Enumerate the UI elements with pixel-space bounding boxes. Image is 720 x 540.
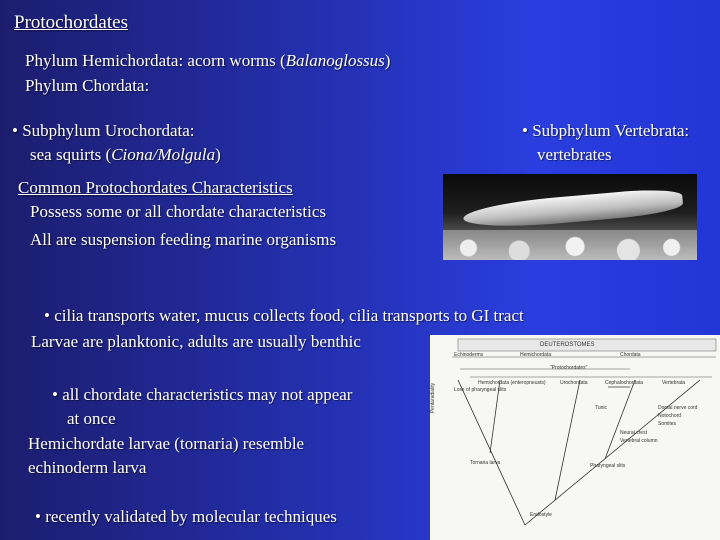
bullet-validated: • recently validated by molecular techniques bbox=[35, 507, 337, 526]
phylogenetic-tree-icon bbox=[430, 335, 720, 540]
tree-top-label-0: Echinoderms bbox=[454, 352, 484, 358]
lancelet-photo-icon bbox=[443, 174, 697, 260]
bullet-cilia: • cilia transports water, mucus collects food, cilia transports to GI tract bbox=[44, 306, 524, 325]
characteristics-line2: All are suspension feeding marine organisms bbox=[30, 230, 337, 249]
hemichordate-line1: Hemichordate larvae (tornaria) resemble bbox=[28, 434, 305, 453]
tree-left-vertical: Pentaradiality bbox=[430, 382, 437, 414]
phylum-hemichordata bbox=[25, 51, 390, 71]
tree-note-1: Dorsal nerve cord bbox=[658, 405, 698, 411]
tree-top-label-1: Hemichordata bbox=[520, 352, 552, 358]
urochordata-desc bbox=[30, 145, 221, 165]
subphylum-urochordata: • Subphylum Urochordata: bbox=[12, 121, 195, 140]
tree-note-5: Neural crest bbox=[620, 430, 647, 436]
larvae-line: Larvae are planktonic, adults are usually benthic bbox=[31, 332, 361, 351]
hemichordata-prefix: Phylum Hemichordata: acorn worms ( bbox=[25, 51, 286, 70]
tree-note-2: Tunic bbox=[595, 405, 608, 411]
hemichordate-line2: echinoderm larva bbox=[28, 458, 147, 477]
sand-bed bbox=[443, 230, 697, 260]
tree-note-3: Notochord bbox=[658, 413, 682, 419]
tree-column-label-2: Cephalochordata bbox=[605, 380, 644, 386]
hemichordata-suffix: ) bbox=[384, 51, 391, 70]
tree-note-8: Pharyngeal slits bbox=[590, 463, 626, 469]
urochordata-genus: Ciona/Molgula bbox=[111, 145, 216, 164]
slide-title: Protochordates bbox=[14, 12, 128, 33]
tree-column-label-3: Vertebrata bbox=[662, 380, 686, 386]
tree-note-9: Endostyle bbox=[530, 512, 552, 518]
subphylum-vertebrata: • Subphylum Vertebrata: bbox=[522, 121, 690, 140]
characteristics-heading: Common Protochordates Characteristics bbox=[18, 178, 293, 197]
hemichordata-genus: Balanoglossus bbox=[285, 51, 385, 70]
urochordata-desc-suffix: ) bbox=[215, 145, 221, 164]
bullet-all-chordate-2: at once bbox=[67, 409, 116, 428]
phylum-chordata: Phylum Chordata: bbox=[25, 76, 150, 95]
tree-note-0: Loss of pharyngeal slits bbox=[454, 387, 507, 393]
tree-note-7: Tornaria larva bbox=[470, 460, 501, 466]
vertebrata-desc: vertebrates bbox=[537, 145, 612, 164]
tree-column-label-1: Urochordata bbox=[560, 380, 588, 386]
lancelet-body bbox=[462, 186, 683, 231]
tree-note-4: Somites bbox=[658, 421, 677, 427]
characteristics-line1: Possess some or all chordate characteristics bbox=[30, 202, 326, 221]
tree-column-label-0: Hemichordata (enteropneusts) bbox=[478, 380, 546, 386]
tree-note-6: Vertebral column bbox=[620, 438, 658, 444]
tree-top-label-2: Chordata bbox=[620, 352, 641, 358]
tree-proto-label: "Protochordates" bbox=[550, 365, 588, 371]
bullet-all-chordate-1: • all chordate characteristics may not appear bbox=[52, 385, 353, 404]
urochordata-desc-prefix: sea squirts ( bbox=[30, 145, 112, 164]
tree-header: DEUTEROSTOMES bbox=[540, 342, 595, 348]
